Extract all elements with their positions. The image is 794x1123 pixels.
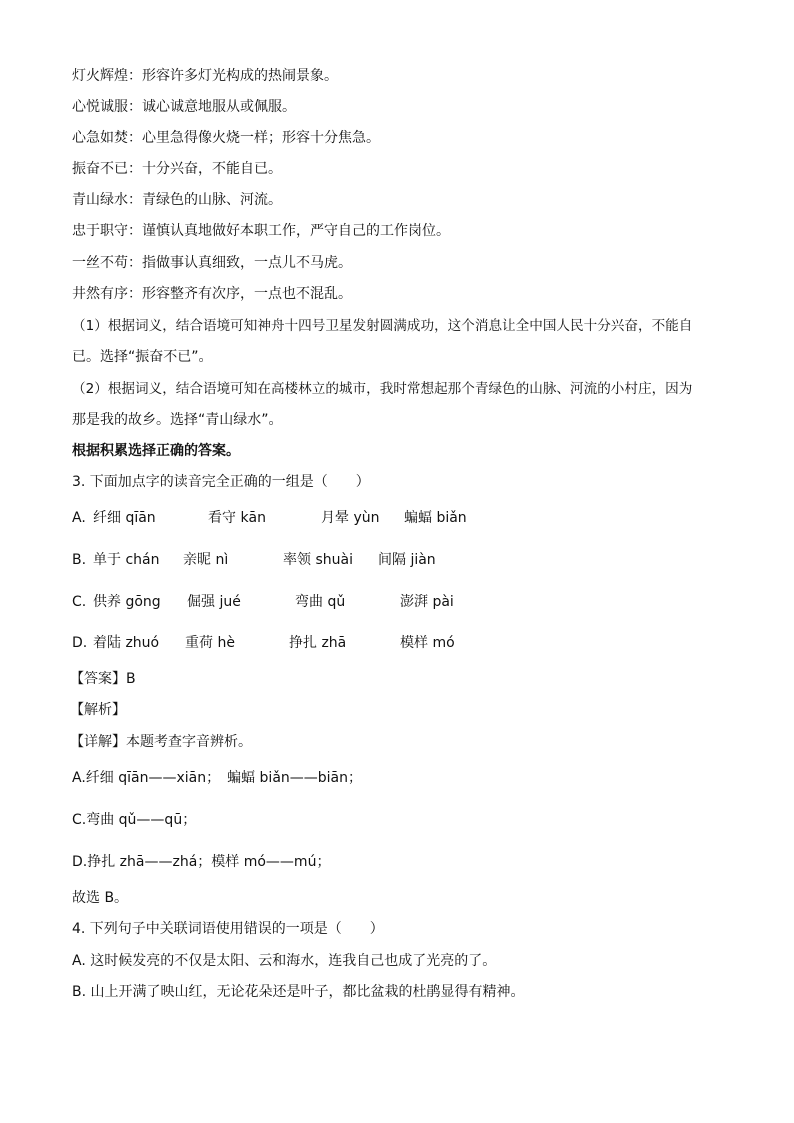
definition-line: 青山绿水：青绿色的山脉、河流。 — [72, 192, 282, 208]
option-item: 间隔 jiàn — [378, 552, 436, 568]
analysis-paragraph-2: （2）根据词义，结合语境可知在高楼林立的城市，我时常想起那个青绿色的山脉、河流的小村庄，因为 — [72, 381, 693, 397]
conclusion-line: 故选 B。 — [72, 890, 129, 906]
option-item: 供养 gōng — [93, 594, 161, 610]
analysis-paragraph-2-cont: 那是我的故乡。选择“青山绿水”。 — [72, 412, 283, 428]
option-letter: D. — [72, 635, 88, 651]
option-item: 挣扎 zhā — [289, 635, 347, 651]
question-3-stem: 3. 下面加点字的读音完全正确的一组是（ ） — [72, 474, 370, 490]
analysis-paragraph-1: （1）根据词义，结合语境可知神舟十四号卫星发射圆满成功，这个消息让全中国人民十分兴奋，不能自 — [72, 318, 693, 334]
definition-line: 心急如焚：心里急得像火烧一样；形容十分焦急。 — [72, 130, 380, 146]
option-item: 单于 chán — [93, 552, 160, 568]
option-item: 纤细 qīān — [93, 510, 156, 526]
option-letter: A. — [72, 510, 86, 526]
answer-line: 【答案】B — [70, 671, 136, 687]
option-item: 模样 mó — [400, 635, 455, 651]
correction-line: D.挣扎 zhā——zhá；模样 mó——mú； — [72, 854, 331, 870]
option-item: 重荷 hè — [185, 635, 235, 651]
option-letter: C. — [72, 594, 87, 610]
correction-line: C.弯曲 qǔ——qū； — [72, 812, 197, 828]
option-item: 倔强 jué — [187, 594, 241, 610]
option-item: 率领 shuài — [283, 552, 353, 568]
option-item: 亲昵 nì — [183, 552, 229, 568]
option-item: 看守 kān — [208, 510, 267, 526]
option-item: 月晕 yùn — [321, 510, 380, 526]
definition-line: 灯火辉煌：形容许多灯光构成的热闹景象。 — [72, 68, 338, 84]
option-letter: B. — [72, 552, 87, 568]
definition-line: 井然有序：形容整齐有次序，一点也不混乱。 — [72, 286, 352, 302]
section-heading: 根据积累选择正确的答案。 — [72, 443, 240, 459]
definition-line: 振奋不已：十分兴奋，不能自已。 — [72, 161, 282, 177]
question-4-option-a: A. 这时候发亮的不仅是太阳、云和海水，连我自己也成了光亮的了。 — [72, 953, 497, 969]
analysis-paragraph-1-cont: 已。选择“振奋不已”。 — [72, 349, 213, 365]
option-item: 蝙蝠 biǎn — [404, 510, 467, 526]
question-4-stem: 4. 下列句子中关联词语使用错误的一项是（ ） — [72, 921, 384, 937]
option-item: 着陆 zhuó — [93, 635, 160, 651]
option-item: 澎湃 pài — [400, 594, 454, 610]
option-item: 弯曲 qǔ — [295, 594, 346, 610]
correction-line: A.纤细 qīān——xiān； 蝙蝠 biǎn——biān； — [72, 770, 362, 786]
definition-line: 心悦诚服：诚心诚意地服从或佩服。 — [72, 99, 296, 115]
analysis-label: 【解析】 — [70, 702, 126, 718]
question-4-option-b: B. 山上开满了映山红，无论花朵还是叶子，都比盆栽的杜鹃显得有精神。 — [72, 984, 525, 1000]
definition-line: 忠于职守：谨慎认真地做好本职工作，严守自己的工作岗位。 — [72, 223, 450, 239]
detail-line: 【详解】本题考查字音辨析。 — [70, 734, 252, 750]
definition-line: 一丝不苟：指做事认真细致，一点儿不马虎。 — [72, 255, 352, 271]
